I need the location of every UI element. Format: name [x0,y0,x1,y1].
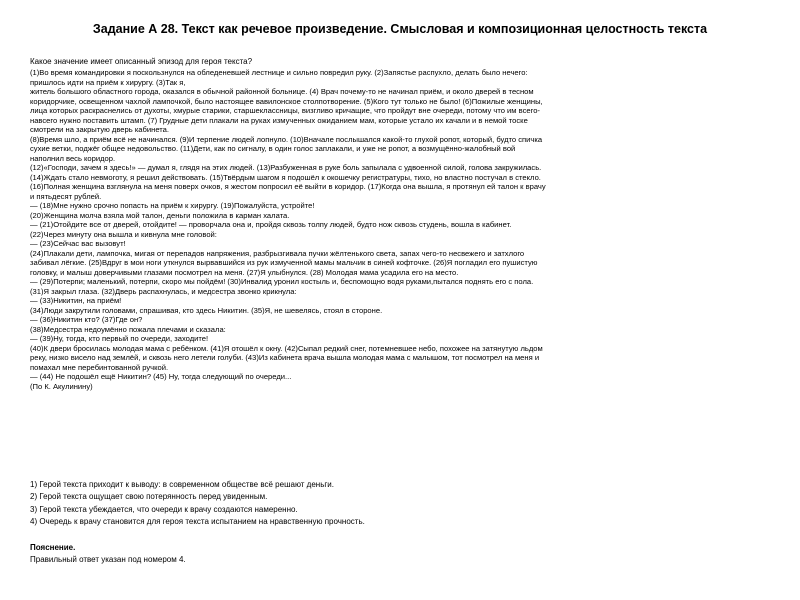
story-line: забивал лёгкие. (25)Вдруг в мои ноги уткнулся вырвавшийся из рук измученной мамы мальчик в синей кофточке. (26)Я погладил его пушистую [30,258,538,267]
question-text: Какое значение имеет описанный эпизод для героя текста? [30,57,253,66]
story-line: (34)Люди закрутили головами, спрашивая, кто здесь Никитин. (35)Я, не шевелясь, стоял в стороне. [30,305,383,315]
answer-option: 3) Герой текста убеждается, что очереди к врачу создаются намеренно. [30,504,298,514]
story-line: — (44) Не подошёл ещё Никитин? (45) Ну, тогда следующий по очереди... [30,372,292,381]
story-line: пришлось идти на приём к хирургу. (3)Так я, [30,77,186,87]
story-line: реку, низко висело над землёй, и сквозь него летели голуби. (43)Из кабинета врача вышла молодая мама с малышом, тот посмотрел на меня и [30,353,540,362]
story-line: головку, и малыш доверчивыми глазами посмотрел на меня. (27)Я улыбнулся. (28) Молодая мама усадила его на место. [30,267,459,277]
story-line: смотрели на закрытую дверь кабинета. [30,125,170,134]
story-line: (16)Полная женщина взглянула на меня поверх очков, я жестом попросил её выйти в коридор. (17)Когда она вышла, я протянул ей талон к врачу [30,182,546,191]
story-line: — (39)Ну, тогда, кто первый по очереди, заходите! [30,334,209,343]
story-line: (24)Плакали дети, лампочка, мигая от перепадов напряжения, разбрызгивала пучки жёлтенького света, запах чего-то несвежего и затхлого [30,248,525,258]
story-line: — (36)Никитин кто? (37)Где он? [30,315,143,324]
story-line: (14)Ждать стало невмоготу, я решил действовать. (15)Твёрдым шагом я подошёл к окошечку регистратуры, тихо, но властно постучал в стекло. [30,172,541,182]
story-line: сухие ветки, поджёг общее недовольство. (11)Дети, как по сигналу, в один голос заплакали, и уже не ропот, а возмущённо-жалобный вой [30,144,516,153]
explanation-text: Правильный ответ указан под номером 4. [30,555,186,564]
explanation-heading: Пояснение. [30,543,76,552]
story-line: — (18)Мне нужно срочно попасть на приём к хирургу. (19)Пожалуйста, устройте! [30,201,315,210]
story-text [30,68,772,391]
story-line: (8)Время шло, а приём всё не начинался. (9)И терпение людей лопнуло. (10)Вначале послышался какой-то глухой ропот, который, будто спичка [30,134,543,144]
story-line: — (23)Сейчас вас вызовут! [30,239,126,248]
story-line: (40)К двери бросилась молодая мама с ребёнком. (41)Я отошёл к окну. (42)Сыпал редкий снег, потемневшее небо, похожее на затянутую льдом [30,343,543,353]
story-line: (12)«Господи, зачем я здесь!» — думал я, глядя на этих людей. (13)Разбуженная в руке боль запылала с удвоенной силой, голова закружилась. [30,163,542,172]
story-line: — (21)Отойдите все от дверей, отойдите! — проворчала она и, пройдя сквозь толпу людей, будто нож сквозь студень, вошла в кабинет. [30,220,512,229]
answer-option: 4) Очередь к врачу становится для героя текста испытанием на нравственную прочность. [30,517,365,527]
story-line: наполнил весь коридор. [30,153,116,163]
story-line: — (29)Потерпи; маленький, потерпи, скоро мы пойдём! (30)Инвалид уронил костыль и, беспомощно водя руками,пытался поднять его с пола. [30,277,534,286]
story-line: — (33)Никитин, на приём! [30,296,122,305]
story-line: (По К. Акулинину) [30,381,93,391]
story-line: навсего нужно поставить штамп. (7) Грудные дети плакали на руках измученных ожиданием мам, которые устало их качали и в немой тоске [30,115,528,125]
story-line: коридорчике, освещенном чахлой лампочкой, было настоящее вавилонское столпотворение. (5)Кого тут только не было! (6)Пожилые женщины, [30,96,543,106]
story-line: (38)Медсестра недоумённо пожала плечами и сказала: [30,324,226,334]
answer-option: 2) Герой текста ощущает свою потерянность перед увиденным. [30,492,268,502]
answer-options [30,479,772,529]
story-line: (22)Через минуту она вышла и кивнула мне головой: [30,229,217,239]
story-line: (31)Я закрыл глаза. (32)Дверь распахнулась, и медсестра звонко крикнула: [30,286,297,296]
page-title: Задание А 28. Текст как речевое произведение. Смысловая и композиционная целостность текста [92,22,708,36]
answer-option: 1) Герой текста приходит к выводу: в современном обществе всё решают деньги. [30,480,334,489]
story-line: и пятьдесят рублей. [30,191,102,201]
story-line: лица которых раскраснелись от духоты, хмурые старики, старшеклассницы, визгливо кричащие, что пройдут вне очереди, потому что им всего- [30,106,540,115]
story-line: житель большого областного города, оказался в обычной районной больнице. (4) Врач почему-то не начинал приём, и около дверей в тесном [30,87,534,96]
story-line: (20)Женщина молча взяла мой талон, деньги положила в карман халата. [30,210,290,220]
story-line: (1)Во время командировки я поскользнулся на обледеневшей лестнице и сильно повредил руку. (2)Запястье распухло, делать было нечего: [30,68,528,77]
story-line: помахал мне перебинтованной ручкой. [30,362,169,372]
